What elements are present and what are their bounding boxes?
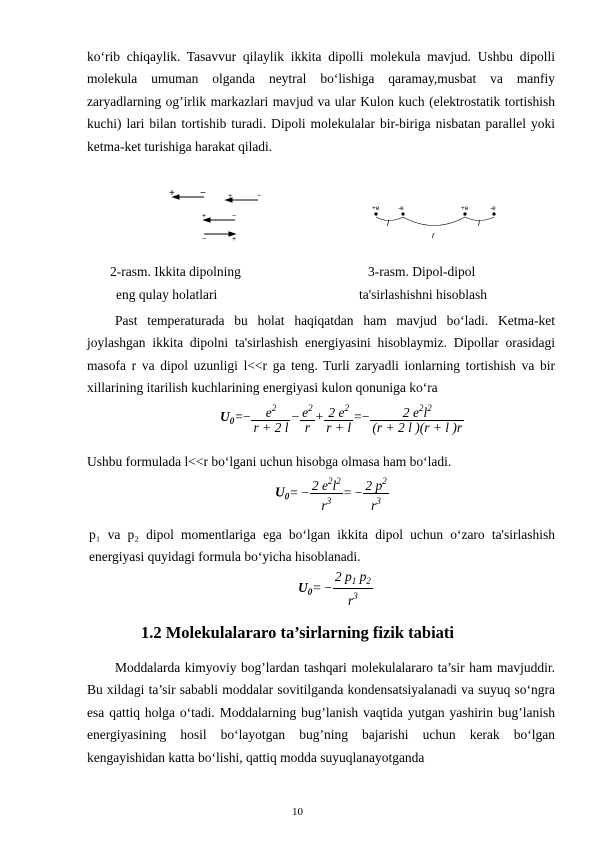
- section-heading: 1.2 Molekulalararo ta’sirlarning fizik tabiati: [140, 623, 455, 642]
- paragraph-intermolecular: Moddalarda kimyoviy bog’lardan tashqari molekulalararo ta’sir ham mavjuddir. Bu xildagi ta’sir sababli moddalar sovitilganda kondensatsiyalanadi va suyuq so‘ngra esa qattiq holga o‘tadi. Moddalarning bug’lanish vaqtida yutgan yashirin bug’lanish energiyasining hosil bo‘layotgan bug’ning bajarishi uchun kerak bo‘lgan kengayishidan katta bo‘lishi, qattiq modda suyuqlanayotganda: [87, 660, 555, 765]
- fig3-l-1: l: [387, 219, 389, 228]
- fig2-minus-label: −: [200, 188, 206, 199]
- fig3-caption-line2: ta'sirlashishni hisoblash: [359, 287, 488, 302]
- fig2-plus-label-4: +: [232, 236, 237, 243]
- equation-2: $U_0=$ − $\frac{2 e^2l^2}{r^3}$ = − $\frac{2 p^2}{r^3}$: [275, 476, 387, 513]
- fig3-l-2: l: [478, 219, 480, 228]
- page-number: 10: [292, 806, 303, 818]
- fig2-caption-line2: eng qulay holatlari: [116, 287, 218, 302]
- equation-1: $U_0=-$ $\frac{e^2}{r + 2 l}$ − $\frac{e^2}{r}$ + $\frac{2 e^2}{r + l}$ =− $\frac{2 e^2l^2}{(r + 2 l )(r + l )r}$: [220, 403, 463, 435]
- fig3-minus-e-2: -e: [490, 205, 496, 212]
- fig3-plus-e-1: +e: [372, 205, 380, 212]
- fig2-caption-line1: 2-rasm. Ikkita dipolning: [110, 264, 241, 279]
- fig2-minus-label-4: −: [202, 236, 207, 243]
- fig3-minus-e-1: -e: [398, 205, 404, 212]
- equation-3: $U_0=$ − $\frac{2 p_1 p_2}{r^3}$: [298, 569, 371, 608]
- paragraph-dipole-moments: p₁ va p₂ dipol momentlariga ega bo‘lgan ikkita dipol uchun o‘zaro ta'sirlashish energiyasi quyidagi formula bo‘yicha hisoblanadi.: [89, 527, 555, 565]
- fig2-plus-label-3: +: [202, 213, 207, 220]
- fig2-minus-label-3: −: [232, 213, 237, 220]
- fig3-plus-e-2: +e: [461, 205, 469, 212]
- figure-3-dipole-dipole: [368, 200, 508, 242]
- fig3-r: r: [432, 231, 435, 240]
- paragraph-low-temperature: Past temperaturada bu holat haqiqatdan ham mavjud bo‘ladi. Ketma-ket joylashgan ikkita dipolni ta'sirlashish energiyasini hisoblaymiz. Dipollar orasidagi masofa r va dipol uzunligi l<<r ga teng. Turli zaryadli ionlarning tortishish va bir xillarining itarilish kuchlarining energiyasi kulon qonuniga ko‘ra: [87, 313, 555, 396]
- paragraph-approximation: Ushbu formulada l<<r bo‘lgani uchun hisobga olmasa ham bo‘ladi.: [87, 454, 452, 469]
- fig2-plus-label: +: [169, 188, 175, 199]
- fig2-minus-label-2: −: [257, 193, 262, 200]
- figure-2-dipoles: [160, 185, 280, 245]
- paragraph-intro: ko‘rib chiqaylik. Tasavvur qilaylik ikkita dipolli molekula mavjud. Ushbu dipolli molekula umuman olganda neytral bo‘lishiga qaramay,musbat va manfiy zaryadlarning og’irlik markazlari mavjud va ular Kulon kuch (elektrostatik tortishish kuchi) lari bilan tortishib turadi. Dipoli molekulalar bir-biriga nisbatan parallel yoki ketma-ket turishiga harakat qiladi.: [87, 49, 555, 154]
- fig3-caption-line1: 3-rasm. Dipol-dipol: [368, 264, 476, 279]
- fig2-plus-label-2: +: [228, 193, 233, 200]
